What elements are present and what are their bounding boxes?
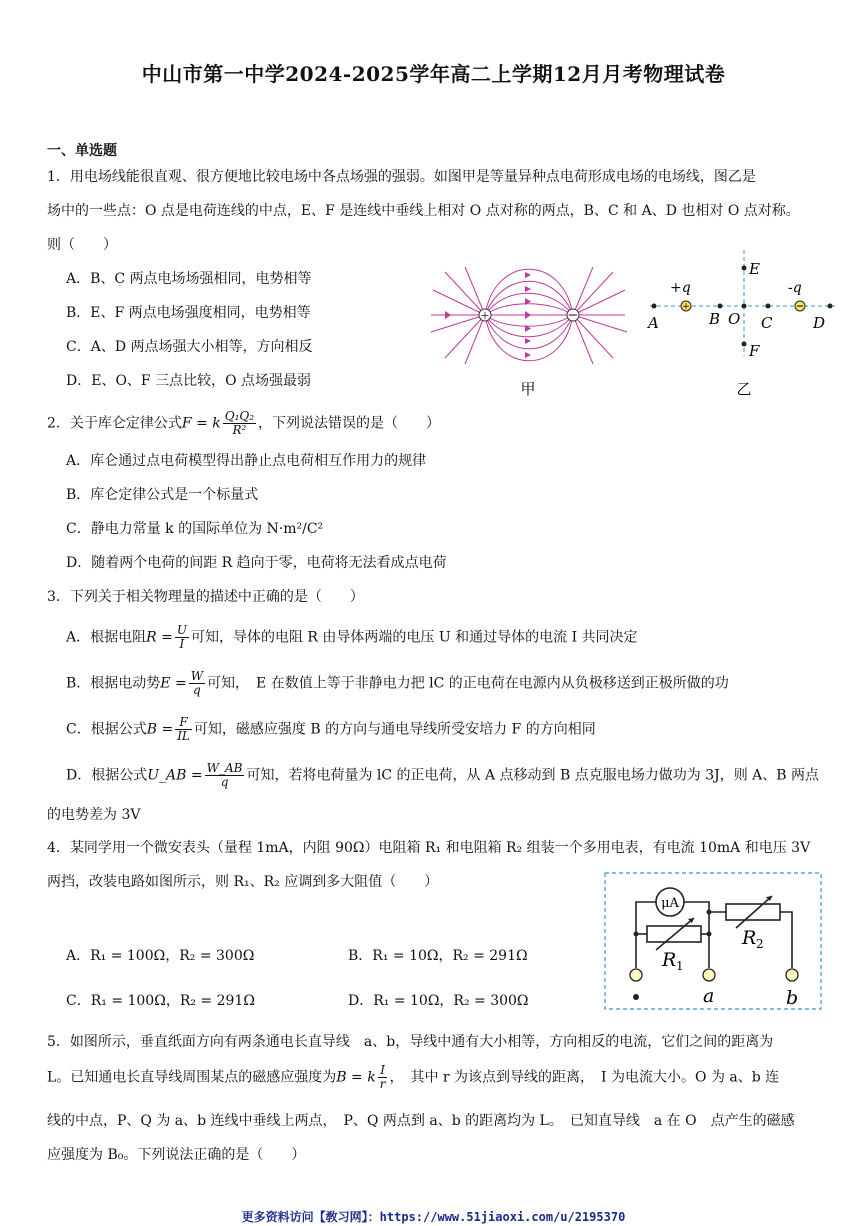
q2-stem: 2．关于库仑定律公式F = k $\frac{\text{Q₁Q₂}}{\text{R²}}$ ，下列说法错误的是（ ） xyxy=(47,409,441,437)
q4-stem-line2: 两挡，改装电路如图所示，则 R₁、R₂ 应调到多大阻值（ ） xyxy=(47,874,439,890)
svg-text:R: R xyxy=(662,949,677,971)
q1-stem-line3: 则（ ） xyxy=(47,237,117,253)
q1-option-a: A．B、C 两点电场场强相同，电势相等 xyxy=(66,271,312,287)
q4-option-c: C．R₁ = 100Ω，R₂ = 291Ω xyxy=(66,993,255,1009)
q2-option-d: D．随着两个电荷的间距 R 趋向于零，电荷将无法看成点电荷 xyxy=(66,555,447,571)
q5-stem-line3: 线的中点，P、Q 为 a、b 连线中垂线上两点， P、Q 两点到 a、b 的距离均为 L。 已知直导线 a 在 O 点产生的磁感 xyxy=(47,1113,795,1129)
q2-option-a: A．库仑通过点电荷模型得出静止点电荷相互作用力的规律 xyxy=(66,453,427,469)
page-title: 中山市第一中学2024-2025学年高二上学期12月月考物理试卷 xyxy=(141,62,726,86)
q1-stem-line1: 1．用电场线能很直观、很方便地比较电场中各点场强的强弱。如图甲是等量异种点电荷形成电场的电场线，图乙是 xyxy=(47,169,756,185)
svg-text:C: C xyxy=(761,314,773,332)
figure-jia-label: 甲 xyxy=(520,380,536,398)
q4-circuit-diagram xyxy=(604,872,822,1010)
svg-text:μA: μA xyxy=(661,896,679,911)
q4-option-b: B．R₁ = 10Ω，R₂ = 291Ω xyxy=(348,948,528,964)
q5-stem-line1: 5．如图所示，垂直纸面方向有两条通电长直导线 a、b，导线中通有大小相等，方向相反的电流，它们之间的距离为 xyxy=(47,1034,774,1050)
svg-text:O: O xyxy=(728,310,741,328)
svg-text:2: 2 xyxy=(756,937,764,951)
q4-stem-line1: 4．某同学用一个微安表头（量程 1mA，内阻 90Ω）电阻箱 R₁ 和电阻箱 R₂ 组装一个多用电表，有电流 10mA 和电压 3V xyxy=(47,840,811,856)
svg-text:1: 1 xyxy=(676,959,684,973)
q3-option-c: C．根据公式B = $\frac{F}{IL}$ 可知，磁感应强度 B 的方向与通电导线所受安培力 F 的方向相同 xyxy=(66,715,596,743)
q3-option-d: D．根据公式U_AB = $\frac{W\_AB}{q}$ 可知，若将电荷量为 lC 的正电荷，从 A 点移动到 B 点克服电场力做功为 3J，则 A、B 两点 xyxy=(66,761,820,789)
figure-yi-label: 乙 xyxy=(736,380,752,398)
q1-option-c: C．A、D 两点场强大小相等，方向相反 xyxy=(66,339,313,355)
q2-option-c: C．静电力常量 k 的国际单位为 N·m²/C² xyxy=(66,521,324,537)
q3-option-a: A．根据电阻R = $\frac{U}{I}$ 可知，导体的电阻 R 由导体两端的电压 U 和通过导体的电流 I 共同决定 xyxy=(66,623,638,651)
q5-stem-line2: L。已知通电长直导线周围某点的磁感应强度为B = k $\frac{I}{r}$ ， 其中 r 为该点到导线的距离， I 为电流大小。O 为 a、b 连 xyxy=(47,1063,780,1091)
q4-option-a: A．R₁ = 100Ω，R₂ = 300Ω xyxy=(66,948,255,964)
q3-option-b: B．根据电动势E = $\frac{W}{q}$ 可知， E 在数值上等于非静电力把 lC 的正电荷在电源内从负极移送到正极所做的功 xyxy=(66,669,729,697)
q1-option-b: B．E、F 两点电场强度相同，电势相等 xyxy=(66,305,311,321)
svg-text:D: D xyxy=(813,314,826,332)
q3-option-d-line2: 的电势差为 3V xyxy=(47,807,141,823)
svg-text:+: + xyxy=(480,309,490,322)
section-heading: 一、单选题 xyxy=(47,143,117,159)
svg-text:A: A xyxy=(648,314,659,332)
svg-text:E: E xyxy=(749,260,760,278)
q1-stem-line2: 场中的一些点：O 点是电荷连线的中点，E、F 是连线中垂线上相对 O 点对称的两点，B、C 和 A、D 也相对 O 点对称。 xyxy=(47,203,800,219)
svg-text:+q: +q xyxy=(670,280,691,296)
q4-option-d: D．R₁ = 10Ω，R₂ = 300Ω xyxy=(348,993,529,1009)
svg-text:R: R xyxy=(742,927,757,949)
q5-stem-line4: 应强度为 B₀。下列说法正确的是（ ） xyxy=(47,1147,306,1163)
svg-text:a: a xyxy=(703,985,715,1007)
svg-text:b: b xyxy=(786,987,799,1009)
svg-text:-q: -q xyxy=(788,280,802,296)
q3-stem: 3．下列关于相关物理量的描述中正确的是（ ） xyxy=(47,589,364,605)
svg-text:+: + xyxy=(682,302,690,312)
q2-option-b: B．库仑定律公式是一个标量式 xyxy=(66,487,259,503)
svg-text:B: B xyxy=(709,310,721,328)
footer-link[interactable]: 更多资料访问【敎习网】：https://www.51jiaoxi.com/u/2195370 xyxy=(241,1210,626,1224)
figure-yi-points xyxy=(640,248,840,398)
svg-text:F: F xyxy=(749,342,760,360)
q1-option-d: D．E、O、F 三点比较，O 点场强最弱 xyxy=(66,373,312,389)
figure-jia-field-lines xyxy=(425,262,630,402)
